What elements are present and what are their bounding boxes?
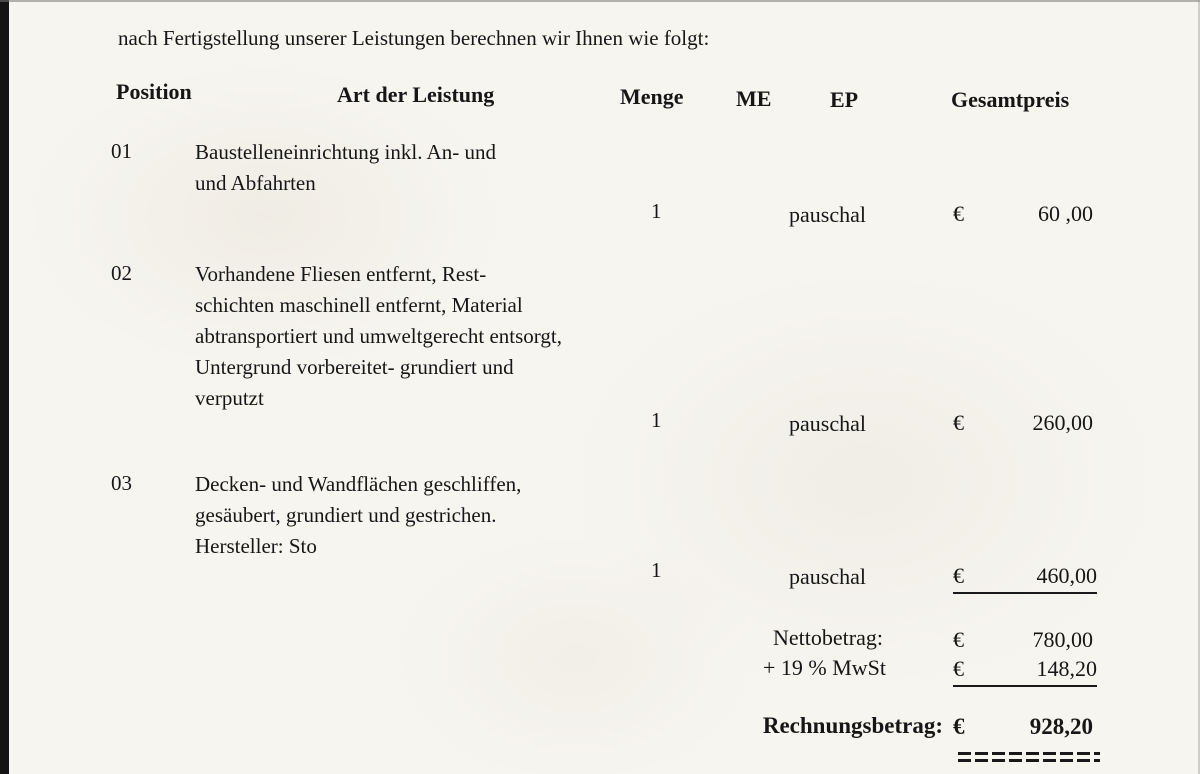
header-position: Position <box>116 79 192 104</box>
header-me: ME <box>736 86 772 111</box>
header-menge: Menge <box>620 84 684 109</box>
item-description-line: Decken- und Wandflächen geschliffen, <box>195 472 522 496</box>
item-description-line: gesäubert, grundiert und gestrichen. <box>195 503 497 527</box>
header-gesamtpreis: Gesamtpreis <box>951 87 1070 112</box>
item-gesamtpreis: 60 ,00 <box>1038 201 1093 226</box>
euro-sign: € <box>953 410 964 435</box>
item-description-line: abtransportiert und umweltgerecht entsorgt, <box>195 324 563 348</box>
item-description-line: Untergrund vorbereitet- grundiert und <box>195 355 514 379</box>
euro-sign: € <box>953 563 964 588</box>
netto-amount: 780,00 <box>1032 627 1093 652</box>
netto-label: Nettobetrag: <box>773 625 883 650</box>
total-double-underline <box>958 752 1100 764</box>
intro-line: nach Fertigstellung unserer Leistungen berechnen wir Ihnen wie folgt: <box>118 26 710 50</box>
euro-sign: € <box>953 656 964 681</box>
euro-sign: € <box>953 627 964 652</box>
item-menge: 1 <box>651 199 662 223</box>
rechnungsbetrag-amount-row <box>953 714 1093 740</box>
item-description-line: Baustelleneinrichtung inkl. An- und <box>195 140 496 164</box>
item-amount-row <box>953 201 1093 227</box>
rechnungsbetrag-label: Rechnungsbetrag: <box>762 713 943 738</box>
header-art-der-leistung: Art der Leistung <box>337 82 495 107</box>
dash-line <box>958 752 1100 755</box>
item-position-number: 01 <box>111 139 132 163</box>
scan-edge-left <box>0 0 9 774</box>
netto-amount-row <box>953 627 1093 653</box>
item-gesamtpreis: 260,00 <box>1032 410 1093 435</box>
header-ep: EP <box>830 87 859 112</box>
rechnungsbetrag-amount: 928,20 <box>1029 714 1093 739</box>
dash-line <box>958 759 1100 762</box>
item-menge: 1 <box>651 558 662 582</box>
mwst-amount-row <box>953 656 1097 687</box>
item-position-number: 02 <box>111 261 132 285</box>
item-description-line: Hersteller: Sto <box>195 534 317 558</box>
item-gesamtpreis: 460,00 <box>1036 563 1097 588</box>
euro-sign: € <box>953 714 965 739</box>
item-ep: pauschal <box>789 202 866 227</box>
euro-sign: € <box>953 201 964 226</box>
item-description-line: und Abfahrten <box>195 171 316 195</box>
item-description-line: schichten maschinell entfernt, Material <box>195 293 523 317</box>
scan-edge-top <box>0 0 1200 2</box>
item-menge: 1 <box>651 408 662 432</box>
mwst-amount: 148,20 <box>1036 656 1097 681</box>
item-description <box>195 469 521 562</box>
item-amount-row <box>953 563 1097 594</box>
item-description <box>195 137 496 199</box>
item-amount-row <box>953 410 1093 436</box>
item-ep: pauschal <box>789 411 866 436</box>
item-description-line: verputzt <box>195 386 264 410</box>
item-position-number: 03 <box>111 471 132 495</box>
item-description-line: Vorhandene Fliesen entfernt, Rest- <box>195 262 487 286</box>
item-description <box>195 259 562 414</box>
mwst-label: + 19 % MwSt <box>762 655 886 680</box>
item-ep: pauschal <box>789 564 866 589</box>
